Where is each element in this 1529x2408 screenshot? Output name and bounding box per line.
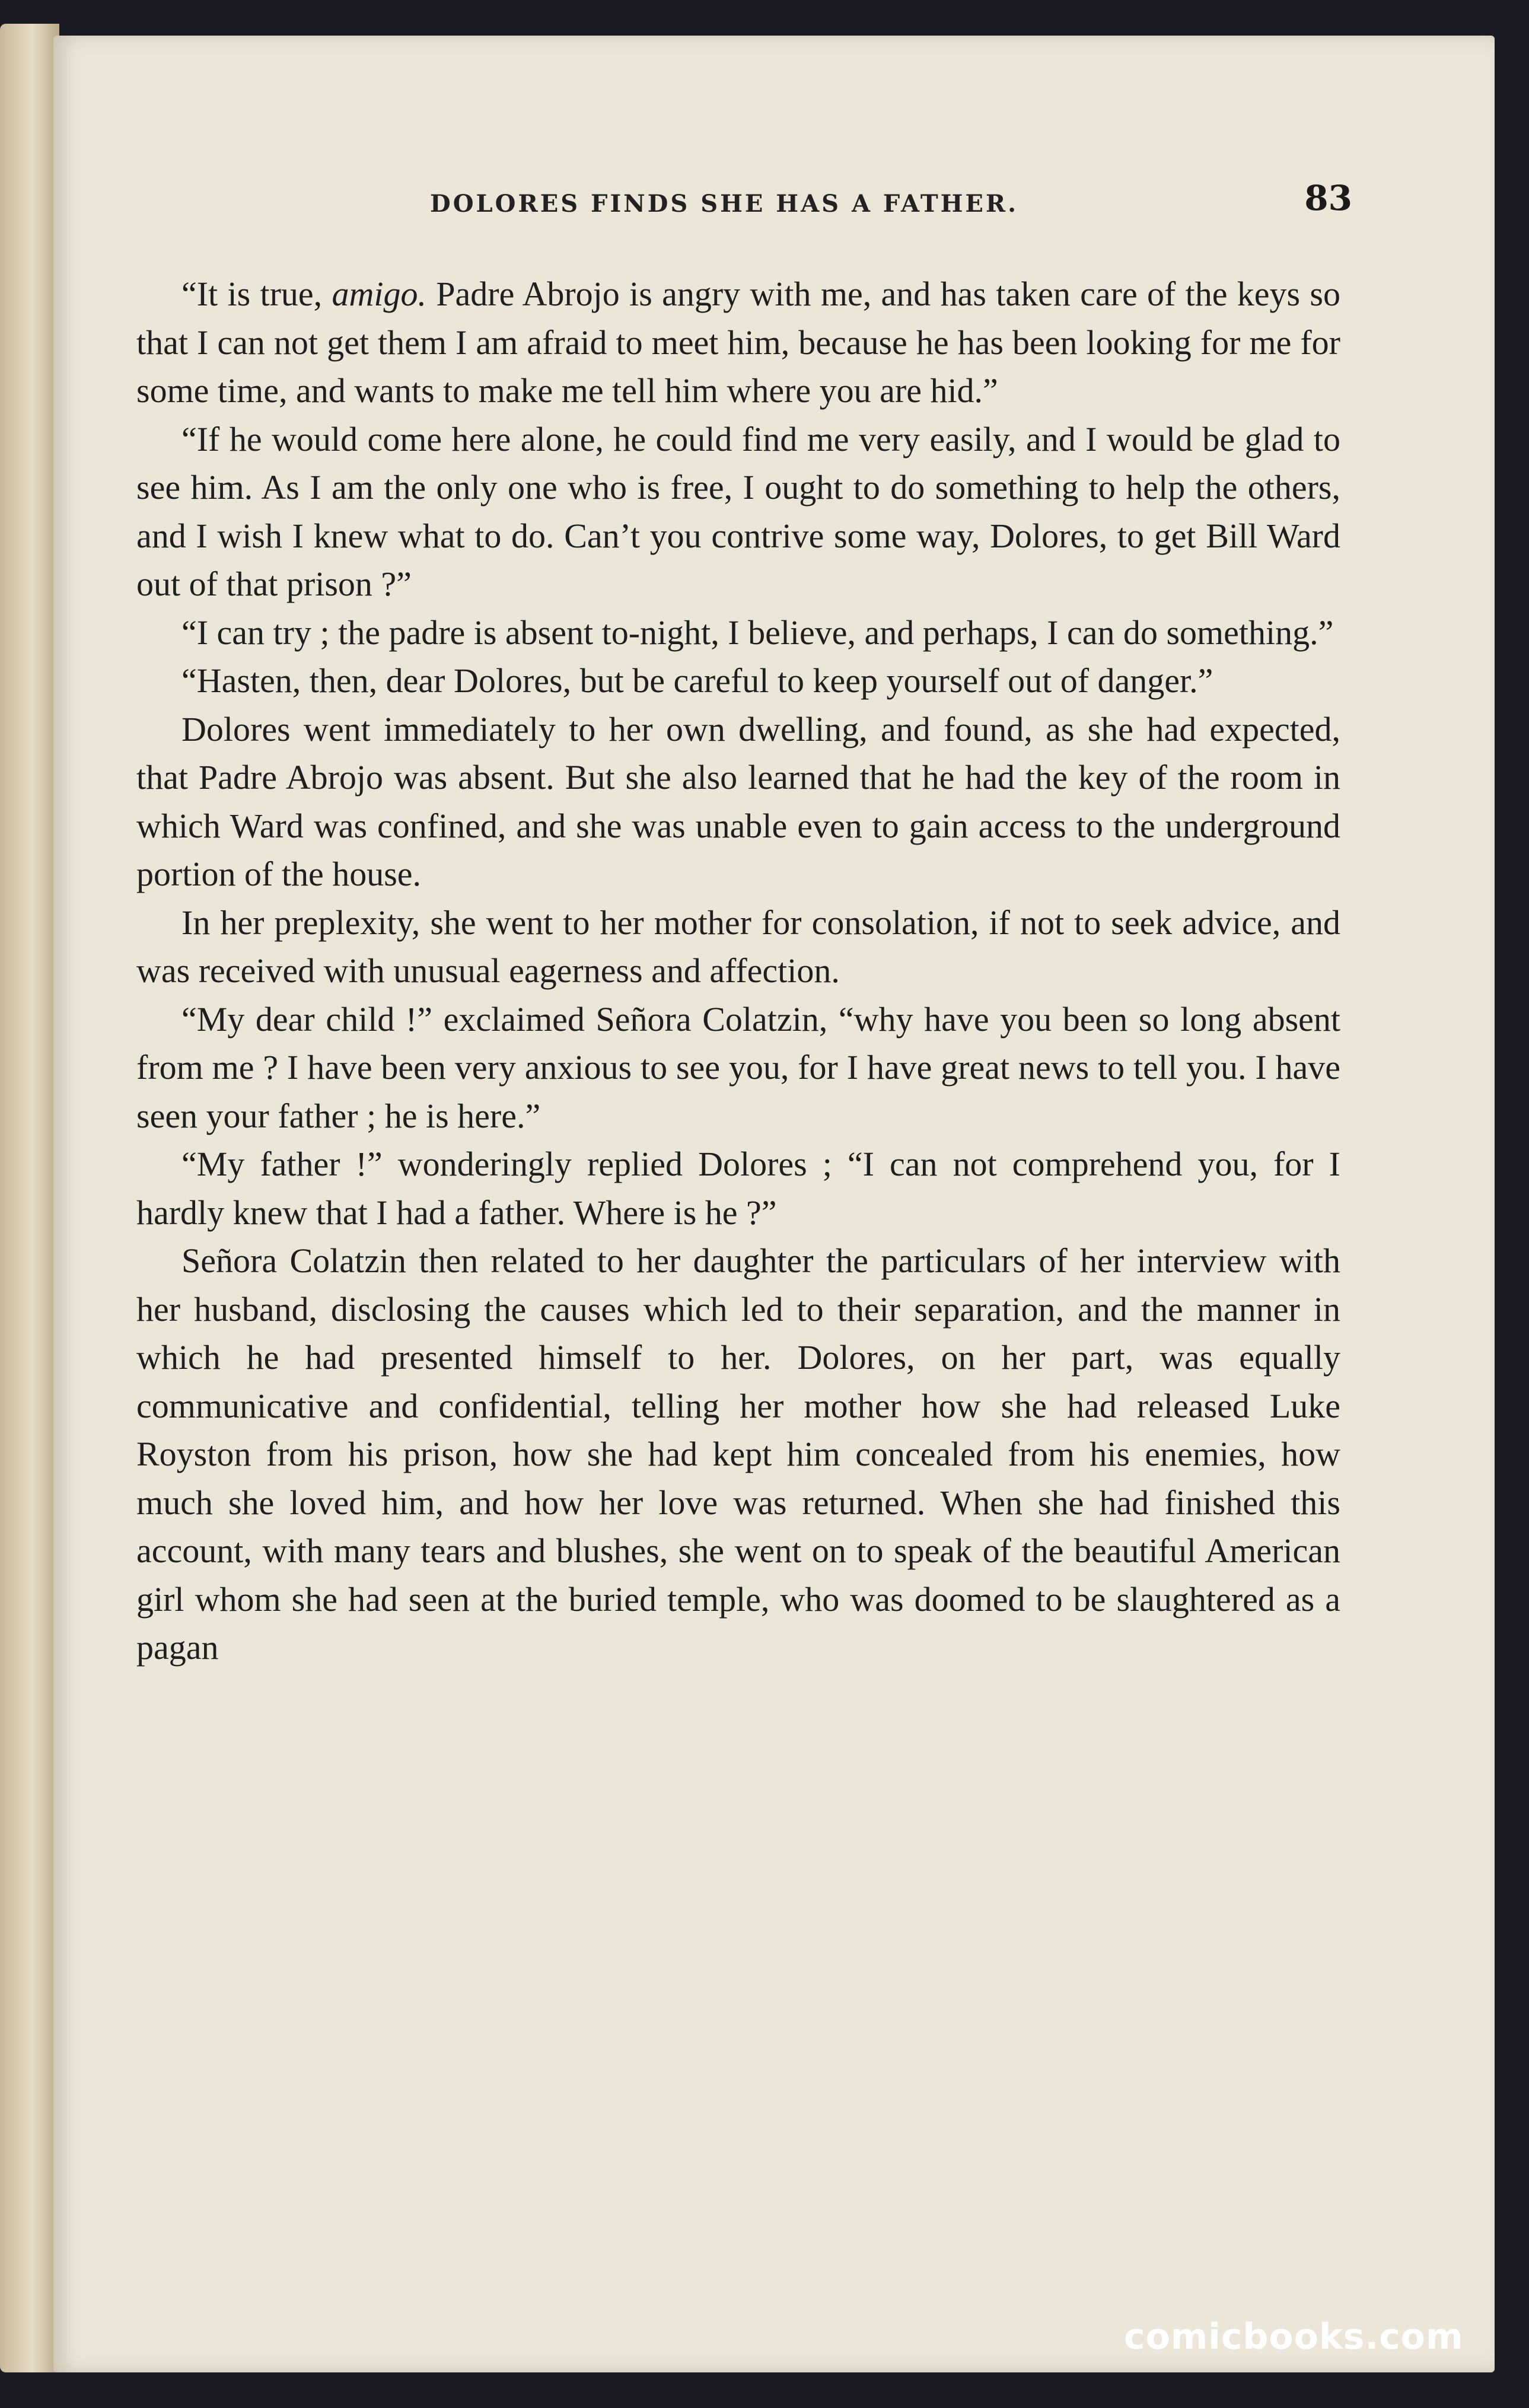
text-segment: In her preplexity, she went to her mother for consolation, if not to seek advice, and was received with unusual eagerness and affection. — [136, 903, 1340, 990]
running-head — [380, 166, 1352, 231]
italic-text: amigo. — [332, 275, 426, 313]
paragraph — [136, 657, 1340, 705]
page-number: 83 — [1304, 178, 1352, 218]
text-segment: “Hasten, then, dear Dolores, but be careful to keep yourself out of danger.” — [181, 661, 1213, 700]
site-watermark: comicbooks.com — [1124, 2316, 1464, 2358]
text-segment: “My father !” wonderingly replied Dolores ; “I can not comprehend you, for I hardly knew that I had a father. Where is he ?” — [136, 1145, 1340, 1232]
paragraph — [136, 705, 1340, 899]
paragraph — [136, 270, 1340, 415]
text-segment: Dolores went immediately to her own dwelling, and found, as she had expected, that Padre Abrojo was absent. But she also learned that he had the key of the room in which Ward was confined, and she was unable even to gain access to the underground portion of the house. — [136, 709, 1340, 893]
text-segment: Padre Abrojo is angry with me, and has taken care of the keys so that I can not get them I am afraid to meet him, because he has been looking for me for some time, and wants to make me tell him where you are hid.” — [136, 275, 1340, 410]
text-segment: “My dear child !” exclaimed Señora Colatzin, “why have you been so long absent from me ? I have been very anxious to see you, for I have great news to tell you. I have seen your father ; he is here.” — [136, 999, 1340, 1135]
text-segment: “I can try ; the padre is absent to-night, I believe, and perhaps, I can do something.” — [181, 613, 1334, 652]
paragraph — [136, 1140, 1340, 1237]
chapter-title: DOLORES FINDS SHE HAS A FATHER. — [430, 190, 1019, 218]
paragraph — [136, 995, 1340, 1141]
text-segment: “It is true, — [181, 275, 332, 313]
paragraph — [136, 1237, 1340, 1672]
paragraph — [136, 899, 1340, 995]
text-segment: “If he would come here alone, he could find me very easily, and I would be glad to see him. As I am the only one who is free, I ought to do something to help the others, and I wish I knew what to do. Can’t you contrive some way, Dolores, to get Bill Ward out of that prison ?” — [136, 419, 1340, 603]
body-text — [136, 270, 1340, 2286]
paragraph — [136, 609, 1340, 657]
paragraph — [136, 415, 1340, 609]
text-segment: Señora Colatzin then related to her daughter the particulars of her interview with her husband, disclosing the causes which led to their separation, and the manner in which he had presented himself to her. Dolores, on her part, was equally communicative and confidential, telling her mother how she had released Luke Royston from his prison, how she had kept him concealed from his enemies, how much she loved him, and how her love was returned. When she had finished this account, with many tears and blushes, she went on to speak of the beautiful American girl whom she had seen at the buried temple, who was doomed to be slaughtered as a pagan — [136, 1241, 1340, 1667]
left-page-edge — [0, 24, 59, 2372]
